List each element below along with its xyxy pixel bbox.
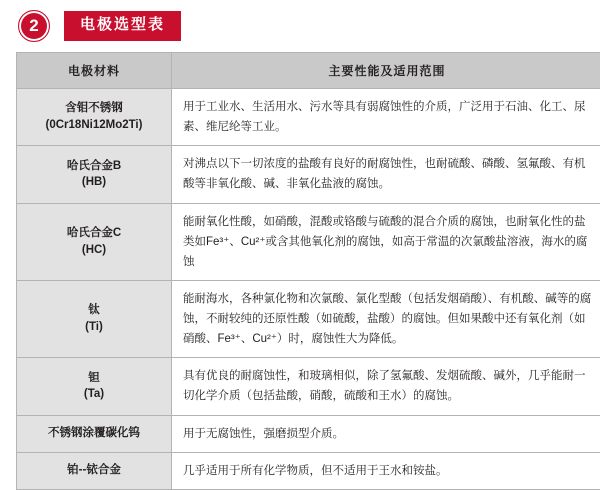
cell-material xyxy=(17,146,172,203)
column-header-material: 电极材料 xyxy=(17,53,172,89)
table-body xyxy=(17,89,600,490)
cell-material xyxy=(17,358,172,415)
material-line: 铂--铱合金 xyxy=(22,462,166,479)
table-row xyxy=(17,452,600,489)
table-row xyxy=(17,89,600,146)
table-row xyxy=(17,280,600,357)
material-line: (0Cr18Ni12Mo2Ti) xyxy=(22,117,166,134)
cell-material xyxy=(17,203,172,280)
cell-material xyxy=(17,89,172,146)
table-row xyxy=(17,415,600,452)
cell-material xyxy=(17,452,172,489)
cell-description: 对沸点以下一切浓度的盐酸有良好的耐腐蚀性，也耐硫酸、磷酸、氢氟酸、有机酸等非氧化酸、碱、非氧化盐液的腐蚀。 xyxy=(172,146,600,203)
material-line: 不锈钢涂覆碳化钨 xyxy=(22,425,166,442)
cell-description: 能耐海水，各种氯化物和次氯酸、氯化型酸（包括发烟硝酸）、有机酸、碱等的腐蚀，不耐较纯的还原性酸（如硫酸，盐酸）的腐蚀。但如果酸中还有氧化剂（如硝酸、Fe³⁺、Cu²⁺）时，腐蚀性大为降低。 xyxy=(172,280,600,357)
material-line: (Ti) xyxy=(22,319,166,336)
table-header-row xyxy=(17,53,600,89)
cell-description: 用于无腐蚀性，强磨损型介质。 xyxy=(172,415,600,452)
material-line: (Ta) xyxy=(22,386,166,403)
section-number-badge: 2 xyxy=(18,10,50,42)
page-title: 电极选型表 xyxy=(64,11,181,41)
material-line: 钛 xyxy=(22,302,166,319)
electrode-selection-table xyxy=(16,52,600,490)
table-head xyxy=(17,53,600,89)
material-line: 钽 xyxy=(22,370,166,387)
table-row xyxy=(17,358,600,415)
material-line: 含钼不锈钢 xyxy=(22,100,166,117)
cell-description: 具有优良的耐腐蚀性，和玻璃相似，除了氢氟酸、发烟硫酸、碱外，几乎能耐一切化学介质（包括盐酸，硝酸，硫酸和王水）的腐蚀。 xyxy=(172,358,600,415)
cell-material xyxy=(17,280,172,357)
material-line: (HC) xyxy=(22,242,166,259)
cell-description: 用于工业水、生活用水、污水等具有弱腐蚀性的介质，广泛用于石油、化工、尿素、维尼纶等工业。 xyxy=(172,89,600,146)
page-header xyxy=(16,0,584,52)
material-line: 哈氏合金B xyxy=(22,158,166,175)
table-row xyxy=(17,203,600,280)
material-line: 哈氏合金C xyxy=(22,225,166,242)
cell-description: 能耐氧化性酸，如硝酸，混酸或铬酸与硫酸的混合介质的腐蚀，也耐氧化性的盐类如Fe³⁺、Cu²⁺或含其他氧化剂的腐蚀，如高于常温的次氯酸盐溶液，海水的腐蚀 xyxy=(172,203,600,280)
cell-material xyxy=(17,415,172,452)
cell-description: 几乎适用于所有化学物质，但不适用于王水和铵盐。 xyxy=(172,452,600,489)
column-header-description: 主要性能及适用范围 xyxy=(172,53,600,89)
material-line: (HB) xyxy=(22,174,166,191)
table-row xyxy=(17,146,600,203)
